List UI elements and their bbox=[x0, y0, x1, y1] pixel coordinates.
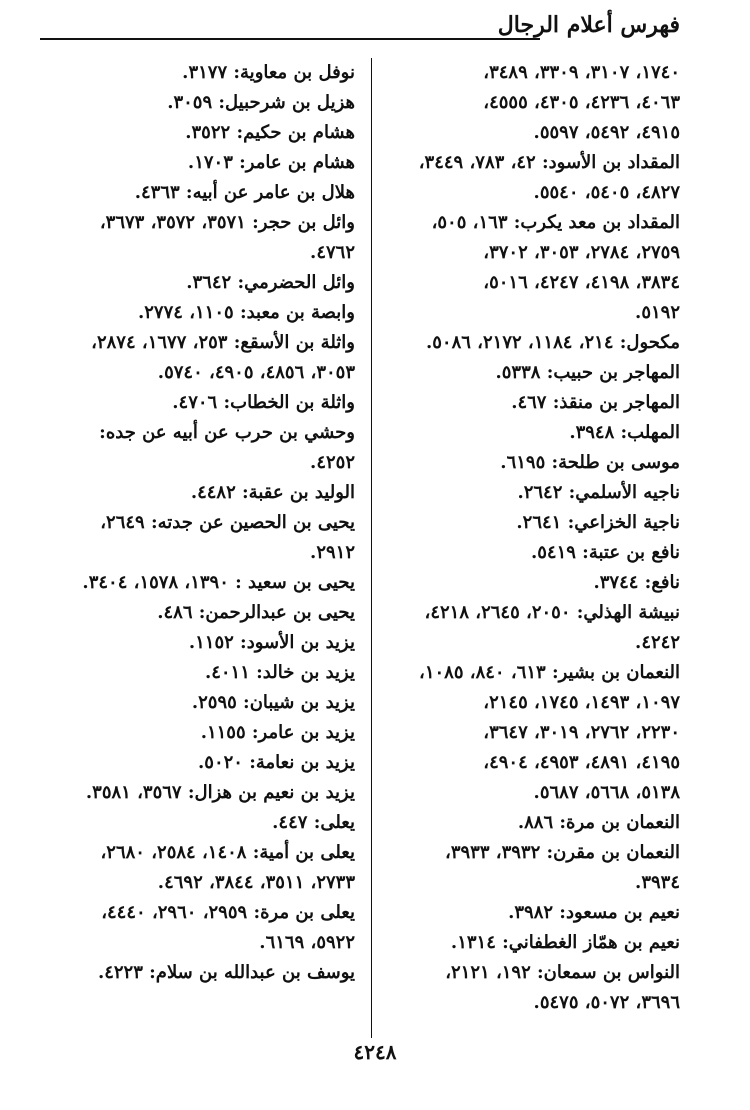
index-entry-line: يوسف بن عبدالله بن سلام: ٤٢٢٣. bbox=[97, 962, 355, 983]
index-entry-line: يحيى بن الحصين عن جدته: ٢٦٤٩، bbox=[100, 512, 355, 533]
index-entry-line: يحيى بن عبدالرحمن: ٤٨٦. bbox=[157, 602, 355, 623]
right-column bbox=[380, 58, 680, 1018]
index-entry-line: نوفل بن معاوية: ٣١٧٧. bbox=[182, 62, 355, 83]
index-entry-line: يزيد بن نعامة: ٥٠٢٠. bbox=[198, 752, 355, 773]
index-entry-line: ٣٠٥٣، ٤٨٥٦، ٤٩٠٥، ٥٧٤٠. bbox=[157, 362, 355, 383]
left-column bbox=[55, 58, 355, 988]
index-entry-line: المهاجر بن منقذ: ٤٦٧. bbox=[511, 392, 680, 413]
index-entry-line: ٣٦٩٦، ٥٠٧٢، ٥٤٧٥. bbox=[533, 992, 680, 1013]
column-divider bbox=[371, 58, 372, 1038]
index-entry-line: ٤٠٦٣، ٤٢٣٦، ٤٣٠٥، ٤٥٥٥، bbox=[483, 92, 680, 113]
index-entry-line: المقداد بن معد يكرب: ١٦٣، ٥٠٥، bbox=[431, 212, 680, 233]
index-entry-line: النعمان بن بشير: ٦١٣، ٨٤٠، ١٠٨٥، bbox=[419, 662, 680, 683]
page-title: فهرس أعلام الرجال bbox=[497, 12, 680, 38]
index-entry-line: ٥١٣٨، ٥٦٦٨، ٥٦٨٧. bbox=[533, 782, 680, 803]
index-entry-line: نافع: ٣٧٤٤. bbox=[593, 572, 680, 593]
index-entry-line: نعيم بن مسعود: ٣٩٨٢. bbox=[508, 902, 680, 923]
index-entry-line: الوليد بن عقبة: ٤٤٨٢. bbox=[190, 482, 355, 503]
index-entry-line: مكحول: ٢١٤، ١١٨٤، ٢١٧٢، ٥٠٨٦. bbox=[425, 332, 680, 353]
index-entry-line: هشام بن حكيم: ٣٥٢٢. bbox=[185, 122, 355, 143]
index-entry-line: ٢٩١٢. bbox=[310, 542, 355, 563]
index-entry-line: ٤٧٦٢. bbox=[310, 242, 355, 263]
index-entry-line: ناجية الخزاعي: ٢٦٤١. bbox=[516, 512, 680, 533]
index-entry-line: نبيشة الهذلي: ٢٠٥٠، ٢٦٤٥، ٤٢١٨، bbox=[424, 602, 680, 623]
index-entry-line: يزيد بن نعيم بن هزال: ٣٥٦٧، ٣٥٨١. bbox=[85, 782, 355, 803]
header-rule bbox=[40, 38, 540, 40]
index-entry-line: ٢٧٣٣، ٣٥١١، ٣٨٤٤، ٤٦٩٢. bbox=[157, 872, 355, 893]
index-entry-line: وائل بن حجر: ٣٥٧١، ٣٥٧٢، ٣٦٧٣، bbox=[99, 212, 355, 233]
page-header bbox=[40, 8, 710, 44]
index-entry-line: هشام بن عامر: ١٧٠٣. bbox=[187, 152, 355, 173]
index-entry-line: يحيى بن سعيد : ١٣٩٠، ١٥٧٨، ٣٤٠٤. bbox=[82, 572, 355, 593]
index-entry-line: هلال بن عامر عن أبيه: ٤٣٦٣. bbox=[134, 182, 355, 203]
index-entry-line: ٢٧٥٩، ٢٧٨٤، ٣٠٥٣، ٣٧٠٢، bbox=[483, 242, 680, 263]
index-entry-line: النواس بن سمعان: ١٩٢، ٢١٢١، bbox=[445, 962, 680, 983]
index-entry-line: ٤٢٤٢. bbox=[635, 632, 680, 653]
index-entry-line: يزيد بن الأسود: ١١٥٢. bbox=[188, 632, 355, 653]
index-entry-line: وابصة بن معبد: ١١٠٥، ٢٧٧٤. bbox=[137, 302, 355, 323]
index-entry-line: يعلى بن مرة: ٢٩٥٩، ٢٩٦٠، ٤٤٤٠، bbox=[101, 902, 355, 923]
index-entry-line: وحشي بن حرب عن أبيه عن جده: ٤٢٥٢. bbox=[99, 422, 355, 473]
index-entry-line: يعلى بن أمية: ١٤٠٨، ٢٥٨٤، ٢٦٨٠، bbox=[100, 842, 355, 863]
index-entry-line: ٥٩٢٢، ٦١٦٩. bbox=[259, 932, 355, 953]
index-entry-line: ٥١٩٢. bbox=[635, 302, 680, 323]
index-entry-line: ١٠٩٧، ١٤٩٣، ١٧٤٥، ٢١٤٥، bbox=[483, 692, 680, 713]
index-entry-line: ناجيه الأسلمي: ٢٦٤٢. bbox=[517, 482, 680, 503]
index-entry-line: واثلة بن الأسقع: ٢٥٣، ١٦٧٧، ٢٨٧٤، bbox=[91, 332, 355, 353]
index-entry-line: ٣٨٣٤، ٤١٩٨، ٤٢٤٧، ٥٠١٦، bbox=[483, 272, 680, 293]
index-entry-line: ١٧٤٠، ٣١٠٧، ٣٣٠٩، ٣٤٨٩، bbox=[483, 62, 680, 83]
index-entry-line: هزيل بن شرحبيل: ٣٠٥٩. bbox=[167, 92, 355, 113]
index-entry-line: يزيد بن شيبان: ٢٥٩٥. bbox=[191, 692, 355, 713]
index-entry-line: ٤٨٢٧، ٥٤٠٥، ٥٥٤٠. bbox=[533, 182, 680, 203]
index-entry-line: وائل الحضرمي: ٣٦٤٢. bbox=[186, 272, 355, 293]
page-number: ٤٢٤٨ bbox=[353, 1040, 397, 1064]
index-entry-line: المهاجر بن حبيب: ٥٣٣٨. bbox=[495, 362, 680, 383]
index-entry-line: النعمان بن مقرن: ٣٩٣٢، ٣٩٣٣، bbox=[445, 842, 680, 863]
index-entry-line: يعلى: ٤٤٧. bbox=[272, 812, 355, 833]
index-entry-line: ٢٢٣٠، ٢٧٦٢، ٣٠١٩، ٣٦٤٧، bbox=[483, 722, 680, 743]
index-entry-line: ٤٩١٥، ٥٤٩٢، ٥٥٩٧. bbox=[533, 122, 680, 143]
index-entry-line: يزيد بن عامر: ١١٥٥. bbox=[200, 722, 355, 743]
index-entry-line: يزيد بن خالد: ٤٠١١. bbox=[204, 662, 355, 683]
index-entry-line: المهلب: ٣٩٤٨. bbox=[569, 422, 680, 443]
index-entry-line: المقداد بن الأسود: ٤٢، ٧٨٣، ٣٤٤٩، bbox=[418, 152, 680, 173]
index-entry-line: ٤١٩٥، ٤٨٩١، ٤٩٥٣، ٤٩٠٤، bbox=[483, 752, 680, 773]
index-entry-line: واثلة بن الخطاب: ٤٧٠٦. bbox=[172, 392, 355, 413]
index-entry-line: نافع بن عتبة: ٥٤١٩. bbox=[530, 542, 680, 563]
index-entry-line: نعيم بن همّاز الغطفاني: ١٣١٤. bbox=[450, 932, 680, 953]
index-entry-line: ٣٩٣٤. bbox=[635, 872, 680, 893]
index-entry-line: موسى بن طلحة: ٦١٩٥. bbox=[500, 452, 680, 473]
index-entry-line: النعمان بن مرة: ٨٨٦. bbox=[517, 812, 680, 833]
